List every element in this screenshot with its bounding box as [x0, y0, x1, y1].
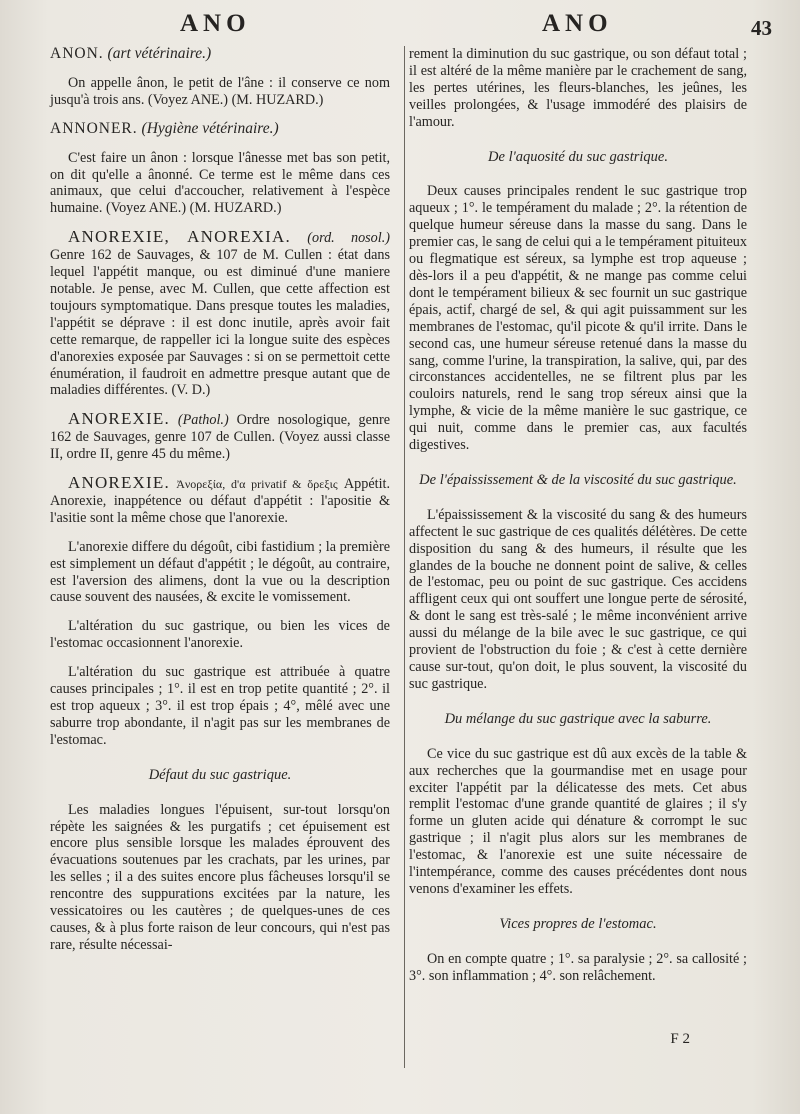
paragraph: L'anorexie differe du dégoût, cibi fastidium ; la première est simplement un défaut d'appétit ; le dégoût, au contraire, est l'aversion des alimens, dont la vue ou la description cause souvent des nausées, & excite le vomissement. — [50, 538, 390, 606]
paragraph: On en compte quatre ; 1°. sa paralysie ; 2°. sa callosité ; 3°. son inflammation ; 4°. son relâchement. — [409, 950, 747, 984]
entry-heading-annoner: ANNONER. (Hygiène vétérinaire.) — [50, 119, 279, 137]
section-heading: De l'épaississement & de la viscosité du suc gastrique. — [419, 471, 737, 488]
column-rule — [404, 46, 405, 1068]
right-column — [409, 46, 747, 985]
section-heading: Vices propres de l'estomac. — [499, 915, 657, 932]
paragraph-continued: rement la diminution du suc gastrique, ou son défaut total ; il est altéré de la même manière par le crachement de sang, les pertes utérines, les fleurs-blanches, les jeûnes, les veilles prolongées, & l'usage immodéré des plaisirs de l'amour. — [409, 46, 747, 130]
running-head-right: ANO — [542, 10, 613, 37]
left-column — [50, 46, 390, 954]
paragraph: L'altération du suc gastrique, ou bien les vices de l'estomac occasionnent l'anorexie. — [50, 618, 390, 652]
entry-heading-anon: ANON. (art vétérinaire.) — [50, 45, 212, 62]
paragraph: Ce vice du suc gastrique est dû aux excès de la table & aux recherches que la gourmandise met en usage pour exciter l'appétit par la délicatesse des mets. Cet abus remplit l'estomac d'une grande quantité de glaires ; il s'y forme un gluten acide qui dénature & corrompt le suc gastrique ; il n'agit plus alors sur les membranes de l'estomac, & l'anorexie est une suite nécessaire de l'intempérance, comme des causes précédentes dont nous venons d'examiner les effets. — [409, 745, 747, 897]
entry-anorexie-pathol: ANOREXIE. (Pathol.) Ordre nosologique, genre 162 de Sauvages, genre 107 de Cullen. (Voyez aussi classe II, ordre II, genre 45 du même.) — [50, 409, 391, 463]
running-head-left: ANO — [180, 10, 251, 37]
paragraph: Les maladies longues l'épuisent, sur-tout lorsqu'on répète les saignées & les purgatifs ; cet épuisement est encore plus sensible lorsque les malades éprouvent des évacuations soutenues par les crachats, par les urines, par les selles ; il a des suites encore plus fâcheuses lorsqu'il se rencontre des suppurations excitées par la nature, les vessicatoires ou les cautères ; de quelques-unes de ces causes, & à plus forte raison de leur concours, qui n'est pas rare, résulte nécessai- — [50, 801, 390, 953]
paragraph: C'est faire un ânon : lorsque l'ânesse met bas son petit, on dit qu'elle a ânonné. Ce terme est le même dans ces animaux, que celui d'accoucher, relativement à l'espèce humaine. (Voyez ANE.) (M. HUZARD.) — [50, 149, 390, 217]
paragraph: L'altération du suc gastrique est attribuée à quatre causes principales ; 1°. il est en trop petite quantité ; 2°. il est trop aqueux ; 3°. il est trop épais ; 4°, mêlé avec une saburre trop abondante, il n'agit pas sur les membranes de l'estomac. — [50, 664, 390, 748]
section-heading: De l'aquosité du suc gastrique. — [488, 148, 668, 165]
paragraph: L'épaississement & la viscosité du sang & des humeurs affectent le suc gastrique de ces qualités délétères. De cette disposition du sang & des humeurs, il résulte que les glandes de la bouche ne donnent point de salive, & celles de l'estomac, peu ou point de suc gastrique. Ces accidens affligent ceux qui ont souffert une longue perte de sérosité, & dont le sang est très-salé ; le même inconvénient arrive aussi du mélange de la bile avec le suc gastrique, ce qui provient de l'obstruction du foie ; & c'est à cette dernière cause sur-tout, qu'on doit, le plus souvent, la viscosité du suc gastrique. — [409, 506, 747, 692]
page-number: 43 — [751, 16, 772, 40]
paragraph: Deux causes principales rendent le suc gastrique trop aqueux ; 1°. le tempérament du malade ; 2°. la rétention de quelque humeur séreuse dans la masse du sang. Dans le premier cas, le sang de celui qui a le tempérament pituiteux ou flegmatique est séreux, sa lymphe est trop aqueuse ; dès-lors il a peu d'appétit, & ne mange pas comme celui dont le tempérament bilieux & sec fournit un suc gastrique épais, actif, chargé de sel, & qui agit puissamment sur les membranes de l'estomac, qu'il picote & qu'il irrite. Dans le second cas, une humeur séreuse retenué dans la masse du sang, comme l'urine, la transpiration, la salive, qui, par des circonstances accidentelles, ne se filtrent plus par les couloirs naturels, rend le sang trop séreux ainsi que la lymphe, & vicie de la même manière le suc gastrique, ce qui nuit, comme dans le premier cas, aux facultés digestives. — [409, 183, 747, 454]
entry-anorexie-greek: ANOREXIE. Ἀνορεξία, d'α privatif & ὄρεξις Appétit. Anorexie, inappétence ou défaut d'appétit : l'apositie & l'asitie sont la même chose que l'anorexie. — [50, 473, 390, 526]
paragraph: On appelle ânon, le petit de l'âne : il conserve ce nom jusqu'à trois ans. (Voyez ANE.) (M. HUZARD.) — [50, 74, 390, 108]
signature-mark: F 2 — [670, 1031, 690, 1047]
section-heading: Du mélange du suc gastrique avec la saburre. — [444, 710, 712, 727]
entry-anorexie-ordnosol: ANOREXIE, ANOREXIA. (ord. nosol.) Genre 162 de Sauvages, & 107 de M. Cullen : état dans lequel l'appétit manque, ou est diminué d'une maniere notable. Je pense, avec M. Cullen, que cette affection est toujours symptomatique. Dans presque toutes les maladies, l'appétit se déprave : il est donc inutile, après avoir fait cette remarque, de rappeller ici la longue suite des espèces d'anorexies exposée par Sauvages : si on se permettoit cette énumération, il faudroit en admettre presque autant que de maladies différentes. (V. D.) — [50, 227, 390, 399]
section-heading: Défaut du suc gastrique. — [148, 766, 292, 783]
